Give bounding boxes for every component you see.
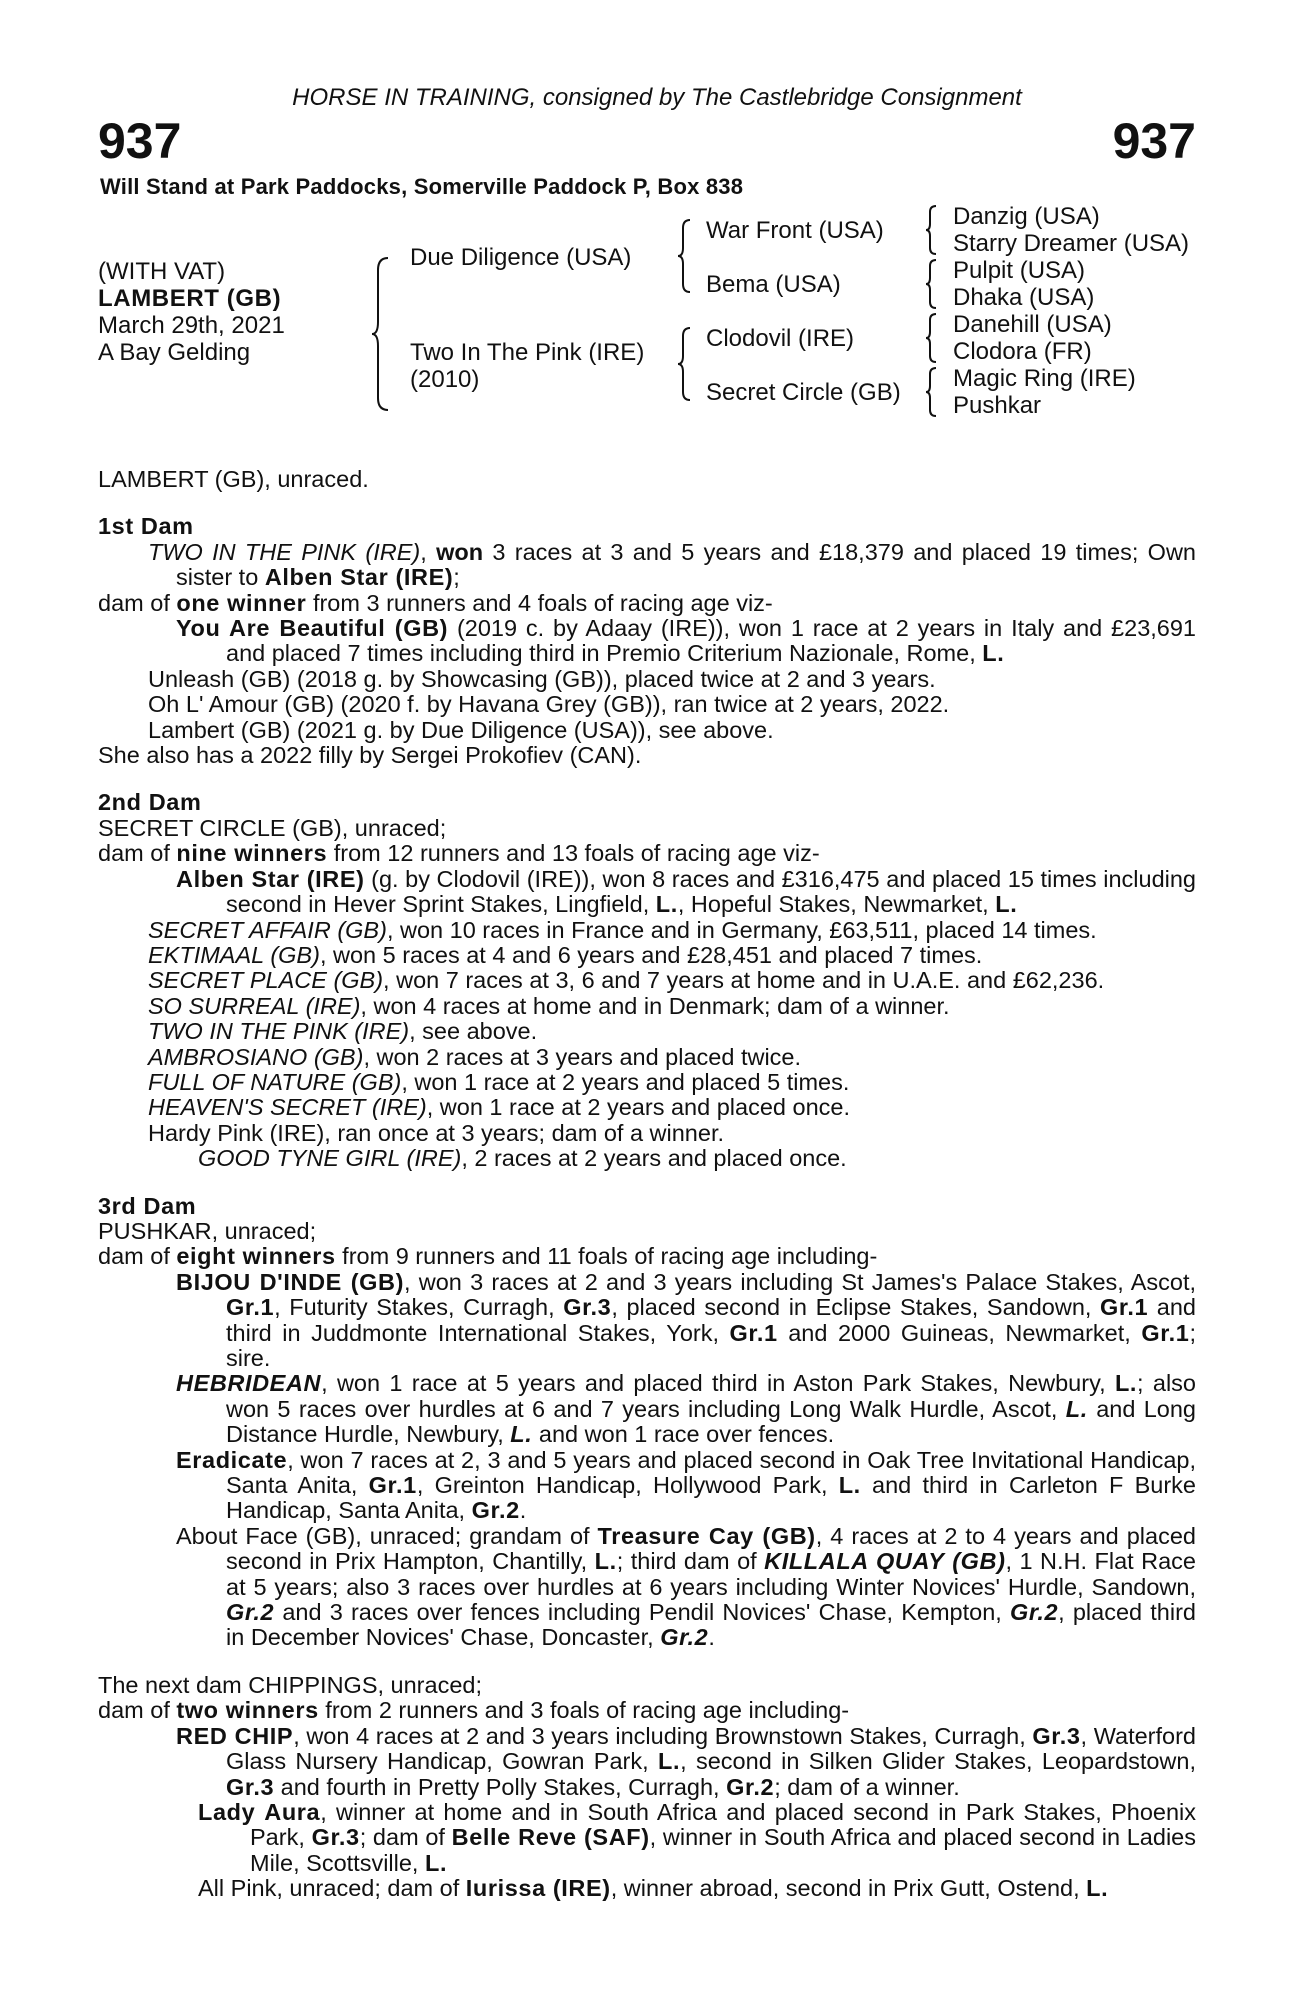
produce-text: and 3 races over fences including Pendil Novices' Chase, Kempton, <box>274 1599 1010 1626</box>
fourth-dam-section <box>98 1673 1196 1902</box>
vat-label: (WITH VAT) <box>98 258 226 285</box>
grade-badge: Gr.2 <box>1010 1599 1059 1626</box>
produce-entry <box>98 616 1196 667</box>
pedigree-gg-6: Clodora (FR) <box>953 338 1092 365</box>
produce-text: from 3 runners and 4 foals of racing age viz- <box>306 589 773 616</box>
pedigree-gg-7: Magic Ring (IRE) <box>953 365 1136 392</box>
first-dam-produce-line <box>98 591 1196 616</box>
pedigree-dam-dam: Secret Circle (GB) <box>706 379 901 406</box>
produce-name: AMBROSIANO (GB) <box>148 1043 364 1070</box>
produce-name: Alben Star (IRE) <box>176 865 365 892</box>
winners-count: nine winners <box>176 840 328 867</box>
pedigree-dam-sire: Clodovil (IRE) <box>706 325 855 352</box>
grade-badge: Gr.3 <box>563 1294 612 1321</box>
produce-text: , won 4 races at home and in Denmark; dam of a winner. <box>360 992 950 1019</box>
produce-text: , won 10 races in France and in Germany, £63,511, placed 14 times. <box>386 916 1097 943</box>
dam-of: dam of <box>98 589 177 616</box>
third-dam-heading: 3rd Dam <box>98 1192 197 1219</box>
produce-entry: Hardy Pink (IRE), ran once at 3 years; dam of a winner. <box>148 1119 725 1146</box>
produce-text: , 2 races at 2 years and placed once. <box>461 1145 847 1172</box>
produce-name: EKTIMAAL (GB) <box>148 941 320 968</box>
produce-text: , winner in South Africa and placed second in Ladies Mile, Scottsville, <box>250 1824 1196 1876</box>
pedigree-gg-3: Pulpit (USA) <box>953 257 1086 284</box>
produce-text: , 4 races at 2 to 4 years and placed second in Prix Hampton, Chantilly, <box>226 1522 1196 1575</box>
produce-text: , won 2 races at 3 years and placed twice. <box>363 1043 802 1070</box>
grade-badge: L. <box>995 891 1018 918</box>
grade-badge: Gr.3 <box>1032 1722 1081 1749</box>
horse-dob: March 29th, 2021 <box>98 312 285 339</box>
produce-text: and won 1 race over fences. <box>532 1421 835 1448</box>
dam-of: dam of <box>98 1697 177 1724</box>
grade-badge: L. <box>658 1748 681 1775</box>
produce-text: from 12 runners and 13 foals of racing age viz- <box>327 840 820 867</box>
grade-badge: Gr.2 <box>471 1497 520 1524</box>
produce-text: ; also won 5 races over hurdles at 6 and 7 years including Long Walk Hurdle, Ascot, <box>226 1370 1196 1422</box>
fourth-dam-name: The next dam CHIPPINGS, unraced; <box>98 1671 482 1698</box>
produce-name: TWO IN THE PINK (IRE) <box>148 1018 410 1045</box>
produce-text: , placed third in December Novices' Chase, Doncaster, <box>226 1599 1196 1651</box>
pedigree-gg-4: Dhaka (USA) <box>953 284 1095 311</box>
grade-badge: Gr.1 <box>1141 1319 1190 1346</box>
racing-record: LAMBERT (GB), unraced. <box>98 466 369 492</box>
pedigree-gg-2: Starry Dreamer (USA) <box>953 230 1190 257</box>
produce-text: , won 1 race at 2 years and placed 5 times. <box>401 1068 850 1095</box>
sister-name: Alben Star (IRE) <box>264 564 454 591</box>
produce-text: ; third dam of <box>616 1548 765 1575</box>
produce-name: RED CHIP <box>176 1722 294 1749</box>
produce-name: GOOD TYNE GIRL (IRE) <box>198 1145 462 1172</box>
winners-count: one winner <box>176 589 307 616</box>
produce-entry <box>98 1070 1196 1095</box>
grade-badge: Gr.3 <box>226 1773 275 1800</box>
produce-entry <box>98 1524 1196 1651</box>
grade-badge: Gr.1 <box>226 1294 275 1321</box>
produce-text: , won 3 races at 2 and 3 years including St James's Palace Stakes, Ascot, <box>404 1268 1197 1295</box>
produce-text: , Futurity Stakes, Curragh, <box>274 1294 564 1321</box>
produce-text: and Long Distance Hurdle, Newbury, <box>226 1395 1196 1448</box>
catalogue-body <box>98 467 1196 1902</box>
produce-text: (2019 c. by Adaay (IRE)), won 1 race at 2 years in Italy and £23,691 and placed 7 times including third in Premio Criterium Nazionale, Rome, <box>226 615 1196 667</box>
produce-name: Belle Reve (SAF) <box>451 1824 650 1851</box>
pedigree-brace-g1 <box>924 204 942 256</box>
produce-entry: Oh L' Amour (GB) (2020 f. by Havana Grey (GB)), ran twice at 2 years, 2022. <box>148 691 950 718</box>
pedigree-dam: Two In The Pink (IRE) <box>410 339 645 366</box>
produce-name: SO SURREAL (IRE) <box>148 992 361 1019</box>
pedigree-brace-dam <box>676 326 696 402</box>
first-dam-heading: 1st Dam <box>98 513 194 540</box>
produce-text: and fourth in Pretty Polly Stakes, Curragh, <box>274 1773 727 1800</box>
produce-name: FULL OF NATURE (GB) <box>148 1068 402 1095</box>
produce-name: HEAVEN'S SECRET (IRE) <box>148 1094 427 1121</box>
produce-text: , Greinton Handicap, Hollywood Park, <box>416 1472 839 1499</box>
pedigree-gg-5: Danehill (USA) <box>953 311 1112 338</box>
won-label: won <box>436 538 484 565</box>
pedigree-sire-dam: Bema (USA) <box>706 271 841 298</box>
produce-text: All Pink, unraced; dam of <box>198 1875 466 1902</box>
pedigree-gg-1: Danzig (USA) <box>953 203 1100 230</box>
produce-text: , won 1 race at 2 years and placed once. <box>426 1094 850 1121</box>
produce-text: , winner abroad, second in Prix Gutt, Ostend, <box>610 1875 1087 1902</box>
produce-text: . <box>708 1624 715 1651</box>
dam-of: dam of <box>98 1243 177 1270</box>
second-dam-heading: 2nd Dam <box>98 789 202 816</box>
first-dam-name: TWO IN THE PINK (IRE) <box>148 538 421 565</box>
produce-name: You Are Beautiful (GB) <box>176 615 449 642</box>
lot-number-left: 937 <box>98 113 182 169</box>
grade-badge: Gr.1 <box>729 1319 778 1346</box>
produce-entry <box>98 994 1196 1019</box>
produce-entry <box>98 867 1196 918</box>
third-dam-section <box>98 1194 1196 1651</box>
pedigree-brace-g4 <box>924 366 942 418</box>
produce-entry <box>98 1045 1196 1070</box>
dam-of: dam of <box>98 840 177 867</box>
produce-entry <box>98 943 1196 968</box>
third-dam-name: PUSHKAR, unraced; <box>98 1217 317 1244</box>
pedigree-brace-g3 <box>924 312 942 364</box>
produce-text: , won 4 races at 2 and 3 years including Brownstown Stakes, Curragh, <box>293 1722 1033 1749</box>
second-dam-section <box>98 790 1196 1171</box>
produce-text: , 1 N.H. Flat Race at 5 years; also 3 races over hurdles at 6 years including Winter Novices' Hurdle, Sandown, <box>226 1548 1197 1600</box>
consignor-line: HORSE IN TRAINING, consigned by The Castlebridge Consignment <box>292 84 1022 111</box>
grade-badge: L. <box>1114 1370 1138 1397</box>
pedigree-brace-main <box>370 256 394 412</box>
produce-name: KILLALA QUAY (GB) <box>764 1548 1006 1575</box>
also-note: She also has a 2022 filly by Sergei Prokofiev (CAN). <box>98 742 642 769</box>
produce-text: and 2000 Guineas, Newmarket, <box>777 1319 1142 1346</box>
pedigree-gg-8: Pushkar <box>953 392 1042 419</box>
produce-text: , won 7 races at 3, 6 and 7 years at home and in U.A.E. and £62,236. <box>383 967 1105 994</box>
grade-badge: L. <box>594 1548 617 1575</box>
produce-entry <box>98 968 1196 993</box>
punct: ; <box>453 564 460 591</box>
produce-name: Lady Aura <box>198 1798 321 1825</box>
grade-badge: L. <box>838 1472 861 1499</box>
grade-badge: Gr.1 <box>1100 1294 1149 1321</box>
produce-text: ; dam of a winner. <box>774 1773 960 1800</box>
produce-entry <box>98 1800 1196 1876</box>
produce-entry: Lambert (GB) (2021 g. by Due Diligence (USA)), see above. <box>148 716 774 743</box>
first-dam-summary: TWO IN THE PINK (IRE), won 3 races at 3 and 5 years and £18,379 and placed 19 times; Own sister to Alben Star (IRE); <box>148 538 1197 591</box>
produce-text: , Waterford Glass Nursery Handicap, Gowran Park, <box>226 1722 1196 1775</box>
produce-text: , second in Silken Glider Stakes, Leopardstown, <box>680 1748 1196 1775</box>
produce-entry <box>98 1095 1196 1120</box>
produce-text: , won 5 races at 4 and 6 years and £28,451 and placed 7 times. <box>319 941 983 968</box>
produce-text: , won 7 races at 2, 3 and 5 years and placed second in Oak Tree Invitational Handicap, Santa Anita, <box>226 1446 1196 1499</box>
produce-text: (g. by Clodovil (IRE)), won 8 races and £316,475 and placed 15 times including second in Hever Sprint Stakes, Lingfield, <box>226 865 1197 918</box>
grade-badge: Gr.3 <box>311 1824 360 1851</box>
grade-badge: L. <box>425 1849 448 1876</box>
produce-entry <box>98 1371 1196 1447</box>
produce-text: ; sire. <box>226 1319 1196 1371</box>
produce-name: SECRET AFFAIR (GB) <box>148 916 387 943</box>
produce-text: , won 1 race at 5 years and placed third in Aston Park Stakes, Newbury, <box>321 1370 1115 1397</box>
horse-description: A Bay Gelding <box>98 339 251 366</box>
pedigree-sire-sire: War Front (USA) <box>706 217 884 244</box>
produce-text: and third in Juddmonte International Stakes, York, <box>226 1294 1196 1346</box>
lot-number-right: 937 <box>1112 113 1196 169</box>
grade-badge: Gr.2 <box>660 1624 709 1651</box>
winners-count: two winners <box>176 1697 319 1724</box>
produce-text: , Hopeful Stakes, Newmarket, <box>677 891 996 918</box>
grade-badge: Gr.1 <box>368 1472 417 1499</box>
horse-name: LAMBERT (GB) <box>98 285 282 312</box>
grade-badge: L. <box>510 1421 533 1448</box>
produce-name: BIJOU D'INDE (GB) <box>176 1268 405 1295</box>
grade-badge: Gr.2 <box>726 1773 775 1800</box>
produce-entry <box>98 1270 1196 1372</box>
produce-text: ; dam of <box>359 1824 452 1851</box>
winners-count: eight winners <box>176 1243 336 1270</box>
first-dam-text: 3 races at 3 and 5 years and £18,379 and placed 19 times; Own sister to <box>176 538 1197 591</box>
produce-name: Eradicate <box>176 1446 288 1473</box>
third-dam-produce-line <box>98 1244 1196 1269</box>
produce-text: About Face (GB), unraced; grandam of <box>176 1522 598 1549</box>
pedigree-dam-year: (2010) <box>410 366 480 393</box>
produce-name: Treasure Cay (GB) <box>597 1522 816 1549</box>
produce-text: , placed second in Eclipse Stakes, Sandown, <box>611 1294 1101 1321</box>
produce-entry: Unleash (GB) (2018 g. by Showcasing (GB)), placed twice at 2 and 3 years. <box>148 665 936 692</box>
produce-text: and third in Carleton F Burke Handicap, Santa Anita, <box>226 1472 1196 1524</box>
stand-info: Will Stand at Park Paddocks, Somerville Paddock P, Box 838 <box>100 174 744 199</box>
produce-entry <box>98 918 1196 943</box>
produce-entry <box>98 1876 1196 1901</box>
produce-entry <box>98 1019 1196 1044</box>
fourth-dam-produce-line <box>98 1698 1196 1723</box>
pedigree-sire: Due Diligence (USA) <box>410 244 632 271</box>
produce-text: , see above. <box>409 1018 538 1045</box>
pedigree-brace-sire <box>676 218 696 294</box>
grade-badge: Gr.2 <box>226 1599 275 1626</box>
produce-name: SECRET PLACE (GB) <box>148 967 384 994</box>
produce-text: , winner at home and in South Africa and placed second in Park Stakes, Phoenix Park, <box>250 1798 1197 1851</box>
pedigree-brace-g2 <box>924 258 942 310</box>
produce-entry <box>98 1724 1196 1800</box>
produce-name: Iurissa (IRE) <box>465 1875 611 1902</box>
second-dam-produce-line <box>98 841 1196 866</box>
produce-text: . <box>519 1497 527 1524</box>
produce-entry <box>98 1448 1196 1524</box>
produce-text: from 2 runners and 3 foals of racing age including- <box>318 1697 850 1724</box>
grade-badge: L. <box>982 640 1005 667</box>
grade-badge: L. <box>655 891 678 918</box>
produce-name: HEBRIDEAN <box>176 1370 322 1397</box>
grade-badge: L. <box>1086 1875 1109 1902</box>
grade-badge: L. <box>1065 1395 1088 1422</box>
produce-entry <box>98 1146 1196 1171</box>
second-dam-name: SECRET CIRCLE (GB), unraced; <box>98 814 447 841</box>
produce-text: from 9 runners and 11 foals of racing age including- <box>335 1243 878 1270</box>
first-dam-section <box>98 514 1196 768</box>
